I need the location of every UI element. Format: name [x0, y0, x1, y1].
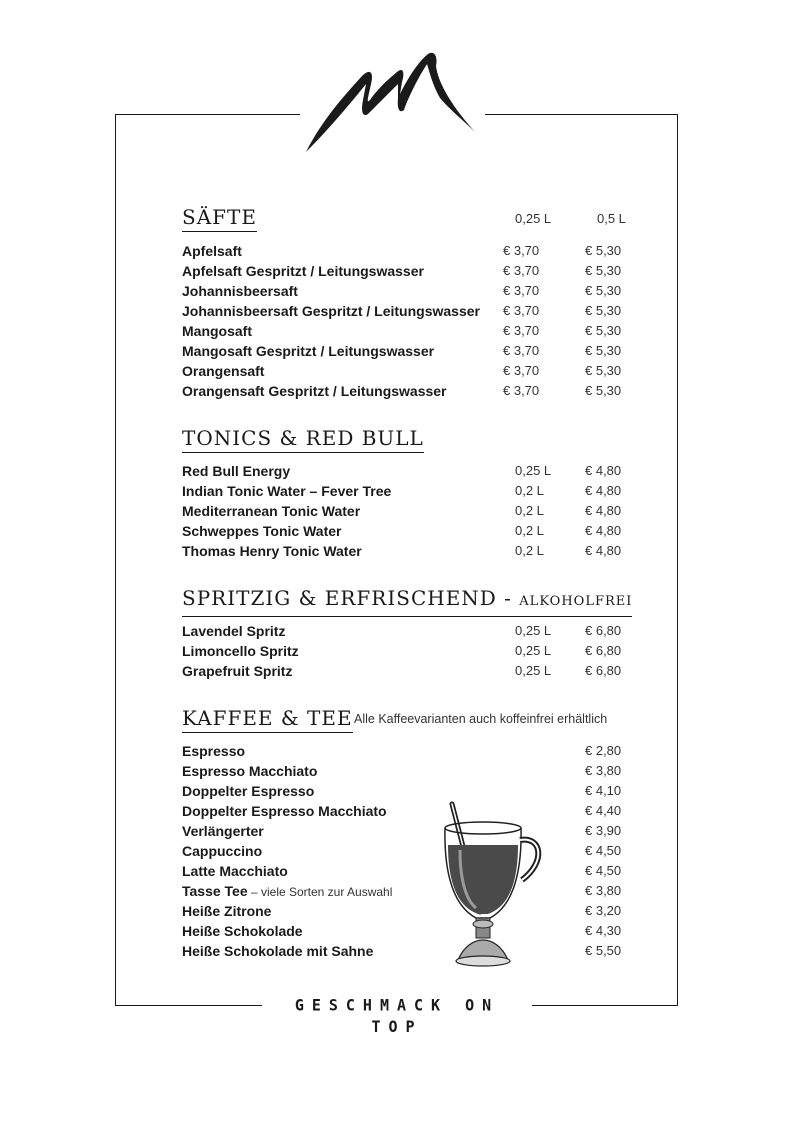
menu-item: Mangosaft € 3,70 € 5,30	[182, 323, 622, 339]
menu-item: Doppelter Espresso € 4,10	[182, 783, 622, 799]
section-title-kaffee: KAFFEE & TEE	[182, 706, 353, 733]
section-title-tonics: TONICS & RED BULL	[182, 426, 424, 453]
menu-item: Johannisbeersaft € 3,70 € 5,30	[182, 283, 622, 299]
menu-item: Lavendel Spritz 0,25 L € 6,80	[182, 623, 622, 639]
glass-mug-icon	[438, 800, 550, 972]
menu-item: Thomas Henry Tonic Water 0,2 L € 4,80	[182, 543, 622, 559]
menu-item: Red Bull Energy 0,25 L € 4,80	[182, 463, 622, 479]
menu-item: Tasse Tee – viele Sorten zur Auswahl € 3,80	[182, 883, 622, 899]
menu-item: Limoncello Spritz 0,25 L € 6,80	[182, 643, 622, 659]
menu-item: Orangensaft Gespritzt / Leitungswasser € 3,70 € 5,30	[182, 383, 622, 399]
menu-item: Grapefruit Spritz 0,25 L € 6,80	[182, 663, 622, 679]
menu-item: Heiße Zitrone € 3,20	[182, 903, 622, 919]
menu-item: Doppelter Espresso Macchiato € 4,40	[182, 803, 622, 819]
menu-item: Heiße Schokolade € 4,30	[182, 923, 622, 939]
brand-tagline: GESCHMACK ON TOP	[294, 996, 500, 1036]
menu-item: Latte Macchiato € 4,50	[182, 863, 622, 879]
mountain-logo-icon	[300, 48, 485, 158]
menu-item: Espresso € 2,80	[182, 743, 622, 759]
menu-item: Cappuccino € 4,50	[182, 843, 622, 859]
menu-item: Johannisbeersaft Gespritzt / Leitungswasser € 3,70 € 5,30	[182, 303, 622, 319]
menu-item: Espresso Macchiato € 3,80	[182, 763, 622, 779]
section-title-spritzig: SPRITZIG & ERFRISCHEND - ALKOHOLFREI	[182, 586, 632, 617]
menu-item: Schweppes Tonic Water 0,2 L € 4,80	[182, 523, 622, 539]
menu-item: Apfelsaft € 3,70 € 5,30	[182, 243, 622, 259]
section-note: Alle Kaffeevarianten auch koffeinfrei erhältlich	[354, 712, 608, 726]
section-title-saefte: SÄFTE	[182, 205, 257, 232]
menu-item: Mediterranean Tonic Water 0,2 L € 4,80	[182, 503, 622, 519]
menu-item: Heiße Schokolade mit Sahne € 5,50	[182, 943, 622, 959]
menu-item: Orangensaft € 3,70 € 5,30	[182, 363, 622, 379]
menu-item: Indian Tonic Water – Fever Tree 0,2 L € 4,80	[182, 483, 622, 499]
menu-item: Mangosaft Gespritzt / Leitungswasser € 3,70 € 5,30	[182, 343, 622, 359]
menu-item: Verlängerter € 3,90	[182, 823, 622, 839]
menu-item: Apfelsaft Gespritzt / Leitungswasser € 3,70 € 5,30	[182, 263, 622, 279]
column-header-05: 0,5 L	[597, 211, 626, 226]
section-subtitle: ALKOHOLFREI	[519, 594, 633, 609]
column-header-025: 0,25 L	[515, 211, 552, 226]
